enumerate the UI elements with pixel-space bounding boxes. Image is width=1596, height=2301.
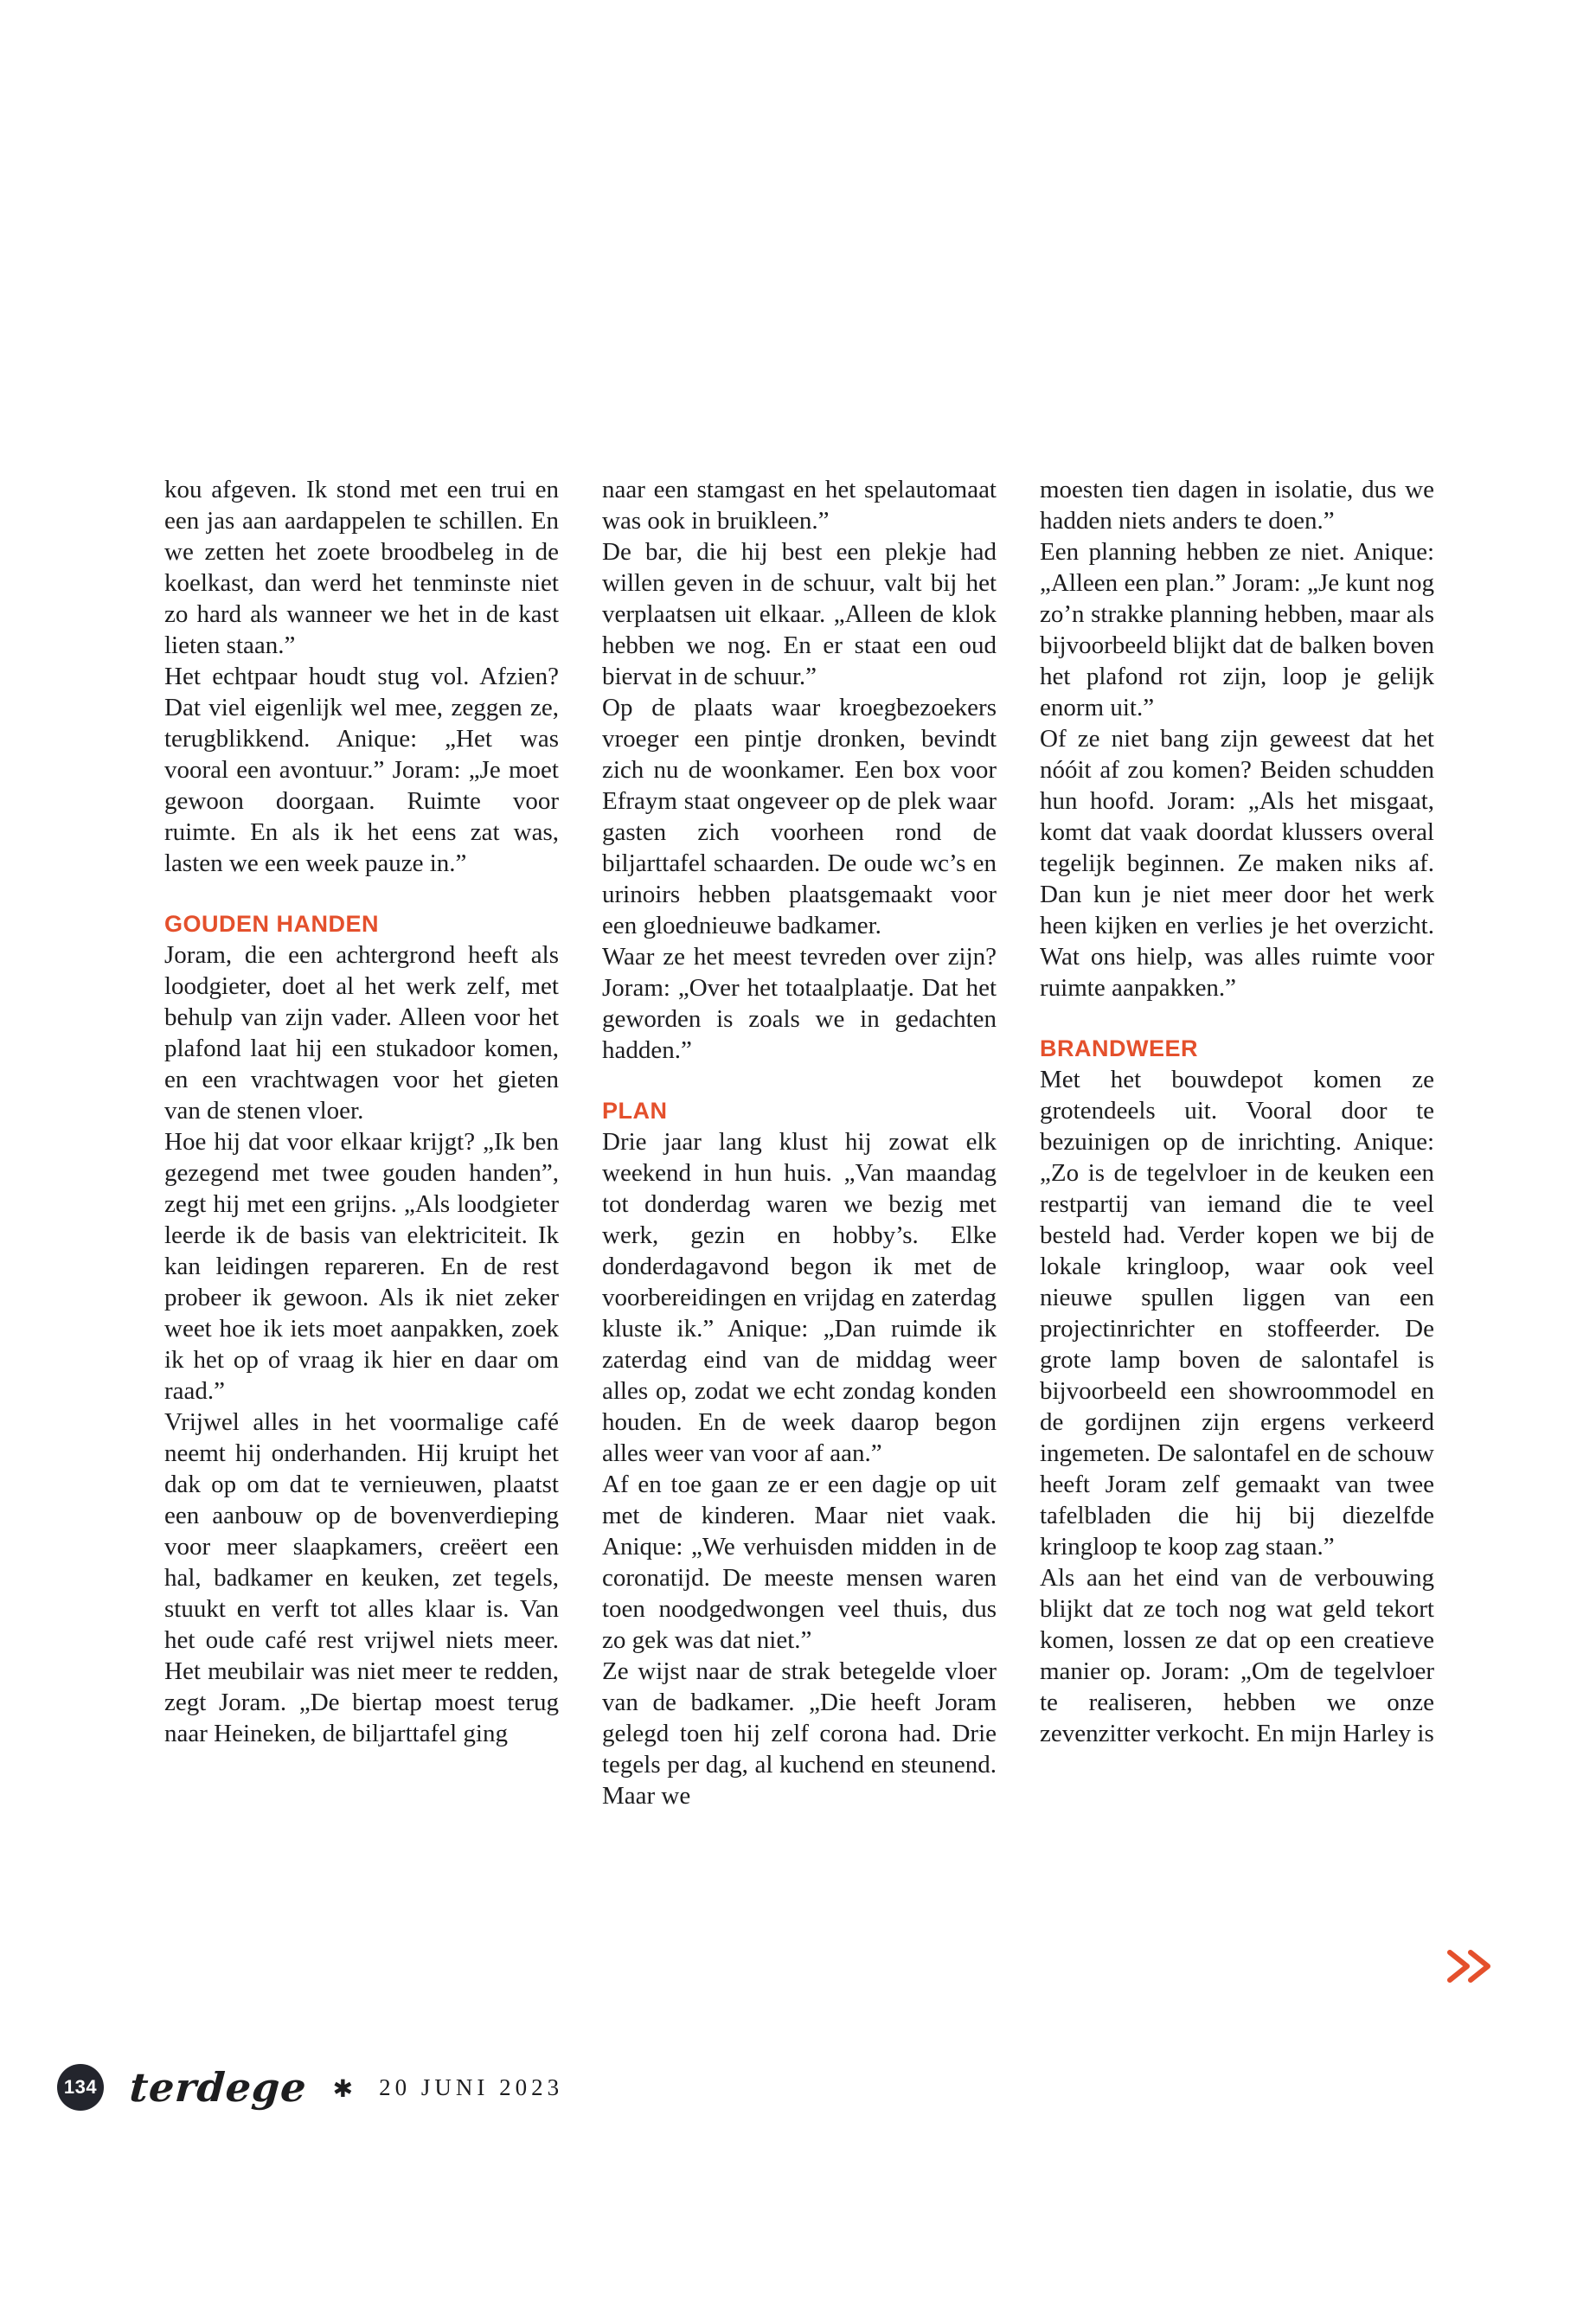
footer-date: 20 JUNI 2023 <box>379 2073 564 2100</box>
page-number-badge: 134 <box>57 2064 104 2111</box>
paragraph: kou afgeven. Ik stond met een trui en een jas aan aardappelen te schillen. En we zetten het zoete broodbeleg in de koelkast, dan werd het tenminste niet zo hard als wanneer we het in de kast lieten staan.” <box>164 476 559 659</box>
paragraph: Als aan het eind van de verbouwing blijkt dat ze toch nog wat geld tekort komen, lossen ze dat op een creatieve manier op. Joram: „Om de tegelvloer te realiseren, hebben we onze zevenzitter verkocht. En mijn Harley is <box>1040 1564 1434 1747</box>
section-heading: GOUDEN HANDEN <box>164 911 380 937</box>
paragraph: Een planning hebben ze niet. Anique: „Alleen een plan.” Joram: „Je kunt nog zo’n strakke planning hebben, maar als bijvoorbeeld blijkt dat de balken boven het plafond rot zijn, loop je gelijk enorm uit.” <box>1040 538 1434 721</box>
footer <box>57 2064 563 2111</box>
paragraph: Hoe hij dat voor elkaar krijgt? „Ik ben gezegend met twee gouden handen”, zegt hij met een grijns. „Als loodgieter leerde ik de basis van elektriciteit. Ik kan leidingen repareren. En de rest probeer ik gewoon. Als ik niet zeker weet hoe ik iets moet aanpakken, zoek ik het op of vraag ik hier en daar om raad.” <box>164 1128 559 1405</box>
paragraph: Vrijwel alles in het voormalige café neemt hij onderhanden. Hij kruipt het dak op om dat te vernieuwen, plaatst een aanbouw op de bovenverdieping voor meer slaapkamers, creëert een hal, badkamer en keuken, zet tegels, stuukt en verft tot alles klaar is. Van het oude café rest vrijwel niets meer. Het meubilair was niet meer te redden, zegt Joram. „De biertap moest terug naar Heineken, de biljarttafel ging <box>164 1408 559 1747</box>
paragraph: naar een stamgast en het spelautomaat was ook in bruikleen.” <box>602 476 997 535</box>
paragraph: Drie jaar lang klust hij zowat elk weekend in hun huis. „Van maandag tot donderdag waren we bezig met werk, gezin en hobby’s. Elke donderdagavond begon ik met de voorbereidingen en vrijdag en zaterdag kluste ik.” Anique: „Dan ruimde ik zaterdag eind van de middag weer alles op, zodat we echt zondag konden houden. En de week daarop begon alles weer van voor af aan.” <box>602 1128 997 1467</box>
paragraph: Waar ze het meest tevreden over zijn? Joram: „Over het totaalplaatje. Dat het geworden is zoals we in gedachten hadden.” <box>602 943 997 1064</box>
paragraph: Op de plaats waar kroegbezoekers vroeger een pintje dronken, bevindt zich nu de woonkamer. Een box voor Efraym staat ongeveer op de plek waar gasten zich voorheen rond de biljarttafel schaarden. De oude wc’s en urinoirs hebben plaatsgemaakt voor een gloednieuwe badkamer. <box>602 694 997 939</box>
paragraph: Joram, die een achtergrond heeft als loodgieter, doet al het werk zelf, met behulp van zijn vader. Alleen voor het plafond laat hij een stukadoor komen, en een vrachtwagen voor het gieten van de stenen vloer. <box>164 941 559 1125</box>
paragraph: De bar, die hij best een plekje had willen geven in de schuur, valt bij het verplaatsen uit elkaar. „Alleen de klok hebben we nog. En er staat een oud biervat in de schuur.” <box>602 538 997 690</box>
article-column-2 <box>602 474 997 1811</box>
continuation-chevron-icon <box>1446 1948 1495 1984</box>
paragraph: Af en toe gaan ze er een dagje op uit met de kinderen. Maar niet vaak. Anique: „We verhuisden midden in de coronatijd. De meeste mensen waren toen noodgedwongen veel thuis, dus zo gek was dat niet.” <box>602 1471 997 1654</box>
section-heading: PLAN <box>602 1098 668 1124</box>
article-column-3 <box>1040 474 1434 1811</box>
paragraph: Met het bouwdepot komen ze grotendeels uit. Vooral door te bezuinigen op de inrichting. Anique: „Zo is de tegelvloer in de keuken een restpartij van iemand die te veel besteld had. Verder kopen we bij de lokale kringloop, waar ook veel nieuwe spullen liggen van een projectinrichter en stoffeerder. De grote lamp boven de salontafel is bijvoorbeeld een showroommodel en de gordijnen zijn ergens verkeerd ingemeten. De salontafel en de schouw heeft Joram zelf gemaakt van twee tafelbladen die hij bij diezelfde kringloop te koop zag staan.” <box>1040 1066 1434 1561</box>
paragraph: Het echtpaar houdt stug vol. Afzien? Dat viel eigenlijk wel mee, zeggen ze, terugblikkend. Anique: „Het was vooral een avontuur.” Joram: „Je moet gewoon doorgaan. Ruimte voor ruimte. En als ik het eens zat was, lasten we een week pauze in.” <box>164 663 559 877</box>
paragraph: Ze wijst naar de strak betegelde vloer van de badkamer. „Die heeft Joram gelegd toen hij zelf corona had. Drie tegels per dag, al kuchend en steunend. Maar we <box>602 1657 997 1810</box>
section-heading: BRANDWEER <box>1040 1035 1198 1061</box>
paragraph: Of ze niet bang zijn geweest dat het nóóit af zou komen? Beiden schudden hun hoofd. Joram: „Als het misgaat, komt dat vaak doordat klussers overal tegelijk beginnen. Ze maken niks af. Dan kun je niet meer door het werk heen kijken en verlies je het overzicht. Wat ons hielp, was alles ruimte voor ruimte aanpakken.” <box>1040 725 1434 1002</box>
article-columns <box>164 474 1434 1811</box>
magazine-logo: terdege <box>128 2064 309 2111</box>
article-column-1 <box>164 474 559 1811</box>
footer-asterisk-icon: ✱ <box>332 2076 354 2103</box>
paragraph: moesten tien dagen in isolatie, dus we hadden niets anders te doen.” <box>1040 476 1434 535</box>
